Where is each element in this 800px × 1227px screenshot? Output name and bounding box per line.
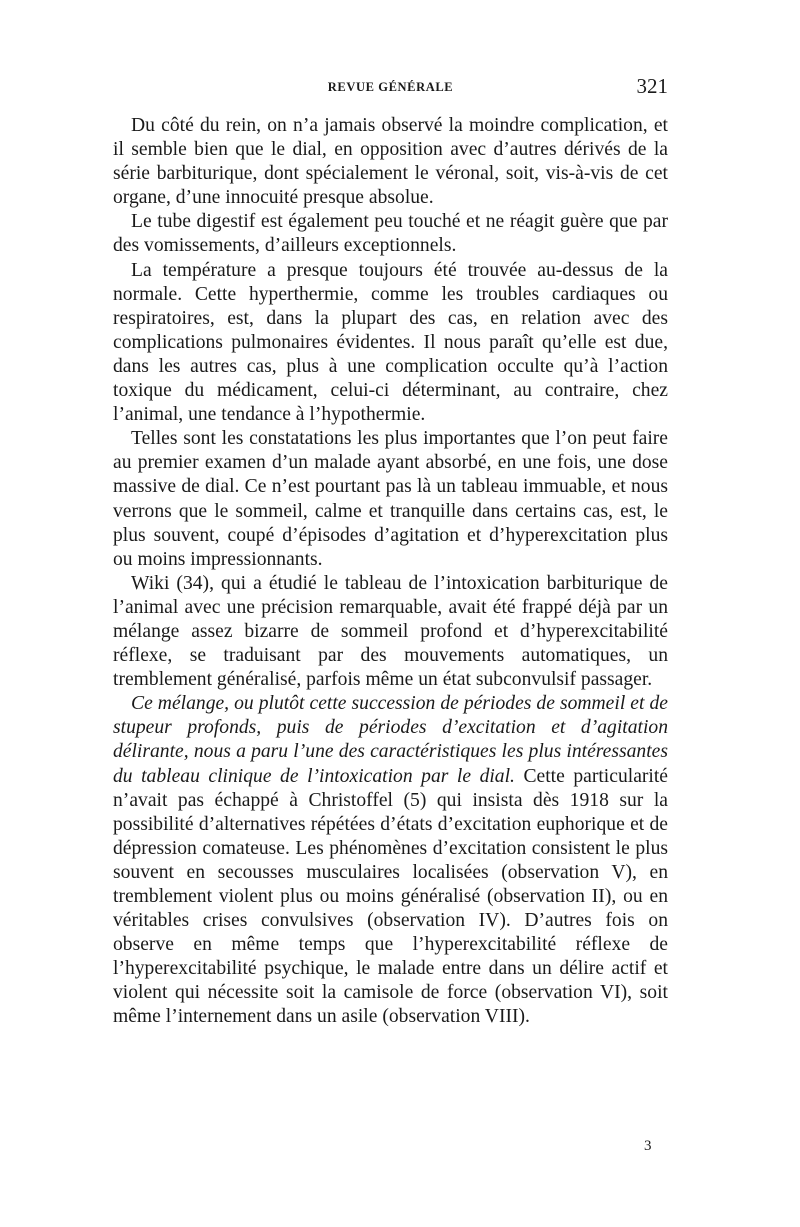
paragraph-kidney: Du côté du rein, on n’a jamais observé la moindre complication, et il semble bien que le dial, en opposition avec d’autres dérivés de la série barbiturique, dont spécialement le véronal, soit, vis-à-vis de cet organe, d’une innocuité presque absolue. — [113, 115, 668, 209]
roman-continuation: Cette particularité n’avait pas échappé à Christoffel (5) qui insista dès 1918 sur la possibilité d’alternatives répétées d’états d’excitation euphorique et de dépression comateuse. Les phénomènes d’excitation consistent le plus souvent en secousses musculaires localisées (observation V), en tremblement violent plus ou moins généralisé (observation II), ou en véritables crises convulsives (observation IV). D’autres fois on observe en même temps que l’hyperexcitabilité réflexe de l’hyperexcitabilité psychique, le malade entre dans un délire actif et violent qui nécessite soit la camisole de force (observation VI), soit même l’internement dans un asile (observation VIII). — [113, 765, 668, 1028]
signature-mark: 3 — [644, 1138, 652, 1154]
paragraph-digestive: Le tube digestif est également peu touché et ne réagit guère que par des vomissements, d’ailleurs exceptionnels. — [113, 211, 668, 257]
paragraph-succession — [113, 692, 668, 1029]
page-header — [113, 74, 668, 100]
running-head: REVUE GÉNÉRALE — [327, 80, 454, 94]
paragraph-constatations: Telles sont les constatations les plus importantes que l’on peut faire au premier examen d’un malade ayant absorbé, en une fois, une dose massive de dial. Ce n’est pourtant pas là un tableau immuable, et nous verrons que le sommeil, calme et tranquille dans certains cas, est, le plus souvent, coupé d’épisodes d’agitation et d’hyperexcitation plus ou moins impressionnants. — [113, 428, 668, 570]
paragraph-wiki: Wiki (34), qui a étudié le tableau de l’intoxication barbiturique de l’animal avec une précision remarquable, avait été frappé déjà par un mélange assez bizarre de sommeil profond et d’hyperexcitabilité réflexe, se traduisant par des mouvements automatiques, un tremblement généralisé, parfois même un état subconvulsif passager. — [113, 572, 668, 691]
paragraph-temperature: La température a presque toujours été trouvée au-dessus de la normale. Cette hyperthermie, comme les troubles cardiaques ou respiratoires, est, dans la plupart des cas, en relation avec des complications pulmonaires évidentes. Il nous paraît qu’elle est due, dans les autres cas, plus à une complication occulte qu’à l’action toxique du médicament, celui-ci déterminant, au contraire, chez l’animal, une tendance à l’hypothermie. — [113, 259, 668, 426]
body-text — [113, 114, 668, 1030]
italic-statement: Ce mélange, ou plutôt cette succession de périodes de sommeil et de stupeur profonds, puis de périodes d’excitation et d’agitation délirante, nous a paru l’une des caractéristiques les plus intéressantes du tableau clinique de l’intoxication par le dial. — [113, 693, 668, 787]
page-number: 321 — [636, 74, 668, 98]
